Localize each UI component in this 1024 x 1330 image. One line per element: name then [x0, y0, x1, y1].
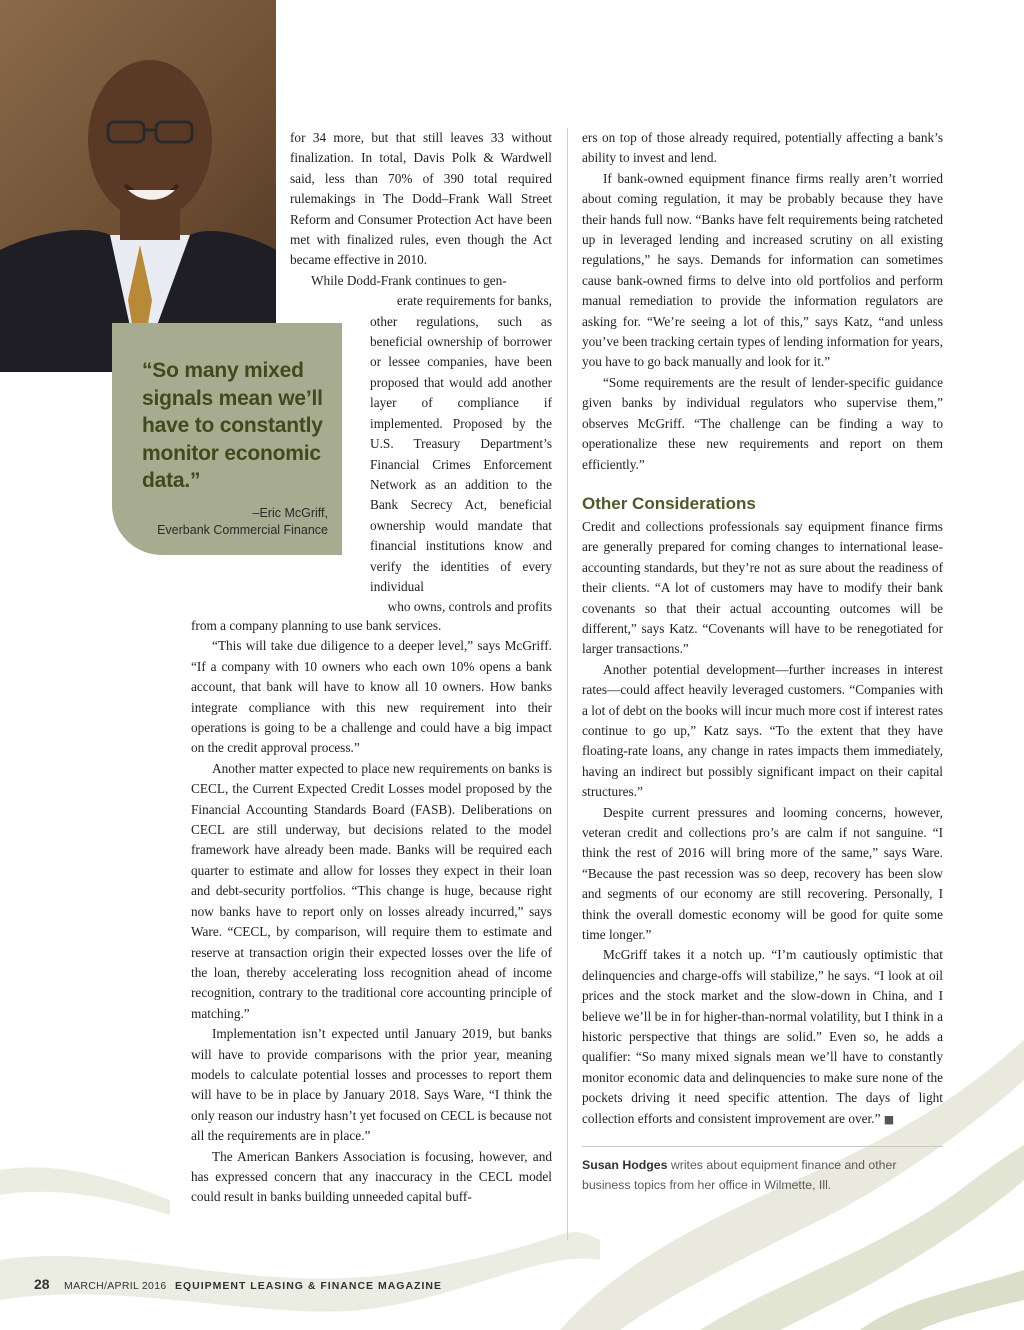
- paragraph: Despite current pressures and looming concerns, however, veteran credit and collections pro’s are calm if not sanguine. “I think the rest of 2016 will bring more of the same,” says Ware. “Because the past recession was so deep, recovery has been slow and segments of our economy are still recovering. Personally, I think the overall domestic economy will be good for quite some time longer.”: [582, 804, 943, 943]
- paragraph: “This will take due diligence to a deeper level,” says McGriff. “If a company with 10 owners who each own 10% opens a bank account, that bank will have to know all 10 owners. How banks integrate compliance with this new requirement into their operations is going to be a challenge and could have a big impact on the credit approval process.”: [191, 638, 552, 756]
- page-footer: [34, 1276, 442, 1294]
- portrait-illustration: [0, 0, 276, 372]
- paragraph: erate requirements for banks,: [396, 293, 552, 309]
- author-bio: [582, 1155, 943, 1195]
- paragraph: While Dodd-Frank continues to gen-: [311, 272, 507, 288]
- magazine-name: EQUIPMENT LEASING & FINANCE MAGAZINE: [174, 1280, 442, 1292]
- bio-divider: [582, 1146, 943, 1147]
- article-column-left-top: [290, 128, 552, 618]
- article-column-right: [582, 128, 943, 1195]
- paragraph: for 34 more, but that still leaves 33 without finalization. In total, Davis Polk & Wardwell said, less than 70% of 390 total required rulemakings in The Dodd–Frank Wall Street Reform and Consumer Protection Act have been met with finalized rules, even though the Act became effective in 2010.: [290, 130, 552, 268]
- paragraph: “Some requirements are the result of lender-specific guidance given banks by individual regulators who supervise them,” observes McGriff. “The challenge can be finding a way to operationalize these new requirements and report on them efficiently.”: [582, 374, 943, 472]
- paragraph: If bank-owned equipment finance firms really aren’t worried about coming regulation, it may be probably because they have their hands full now. “Banks have felt requirements being ratcheted up in leveraged lending and increased scrutiny on all existing regulations,” he says. Demands for information can sometimes cause bank-owned firms to delve into old portfolios and perform manual remediation to provide the information regulators are asking for. “We’re seeing a lot of this,” says Katz, “and unless you’ve been tracking certain types of lending information for years, you have to go back manually and look for it.”: [582, 170, 943, 370]
- author-name: Susan Hodges: [582, 1158, 668, 1173]
- pull-quote-text: “So many mixed signals mean we’ll have to constantly monitor economic data.”: [142, 359, 323, 492]
- paragraph: The American Bankers Association is focusing, however, and has expressed concern that any inaccuracy in the CECL model could result in banks building unneeded capital buff-: [191, 1148, 552, 1205]
- end-mark-icon: ■: [883, 1112, 895, 1126]
- paragraph: who owns, controls and profits: [387, 599, 552, 615]
- pull-quote-attribution-name: –Eric McGriff,: [252, 505, 328, 520]
- paragraph: [582, 945, 943, 1130]
- paragraph: Another matter expected to place new requirements on banks is CECL, the Current Expected Credit Losses model proposed by the Financial Accounting Standards Board (FASB). Deliberations on CECL are still underway, but decisions related to the model framework have already been made. Banks will be required each quarter to estimate and allow for losses they expect in their loan and debt-security portfolios. “This change is huge, because right now banks have to report only on losses already incurred,” says Ware. “CECL, by comparison, will require them to estimate and reserve at transaction origin their expected losses over the life of the loan, thereby accelerating loss recognition ahead of income recognition, contrary to the traditional core accounting principle of matching.”: [191, 760, 552, 1021]
- author-bio-text: writes about equipment finance and other business topics from her office in Wilmette, Ill.: [582, 1158, 897, 1193]
- paragraph: Credit and collections professionals say equipment finance firms are generally prepared for coming changes to international lease-accounting standards, but they’re not as sure about the readiness of their clients. “A lot of customers may have to modify their bank covenants so that their actual accounting outcomes will be different,” says Katz. “Covenants will have to be renegotiated for larger transactions.”: [582, 518, 943, 657]
- column-divider: [567, 128, 568, 1240]
- paragraph: ers on top of those already required, potentially affecting a bank’s ability to invest and lend.: [582, 130, 943, 166]
- paragraph: Implementation isn’t expected until January 2019, but banks will have to provide comparisons with the prior year, meaning models to calculate potential losses and processes to report them will have to be in place by January 2018. Says Ware, “I think the only reason our industry hasn’t yet focused on CECL is because not all the requirements are in place.”: [191, 1026, 552, 1144]
- issue-date: MARCH/APRIL 2016: [64, 1280, 167, 1292]
- paragraph: other regulations, such as beneficial ownership of borrower or lessee companies, have been proposed that would add another layer of compliance if implemented. Proposed by the U.S. Treasury Department’s Financial Crimes Enforcement Network as an addition to the Bank Secrecy Act, beneficial ownership would mandate that financial institutions know and verify the identities of every individual: [370, 313, 552, 594]
- paragraph-text: McGriff takes it a notch up. “I’m cautiously optimistic that delinquencies and charge-offs will stabilize,” he says. “I look at oil prices and the stock market and the slow-down in China, and I believe we’ll be in for higher-than-normal volatility, but I think in a historic perspective that things are solid.” Even so, he adds a qualifier: “So many mixed signals mean we’ll have to constantly monitor economic data and delinquencies to make sure none of the pockets driving it need specific attention. The days of light collection efforts and consistent improvement are over.”: [582, 947, 943, 1126]
- section-heading: Other Considerations: [582, 493, 756, 513]
- portrait-photo: [0, 0, 276, 372]
- article-column-left-lower: [191, 616, 552, 1208]
- pull-quote-attribution-company: Everbank Commercial Finance: [157, 522, 328, 537]
- paragraph: from a company planning to use bank services.: [191, 618, 442, 633]
- paragraph: Another potential development—further increases in interest rates—could affect heavily leveraged customers. “Companies with a lot of debt on the books will incur much more cost if interest rates continue to go up,” Katz says. “To the extent that they have floating-rate loans, any change in rates impacts them immediately, having an indirect but possibly significant impact on their capital structures.”: [582, 661, 943, 800]
- page-number: 28: [34, 1276, 50, 1292]
